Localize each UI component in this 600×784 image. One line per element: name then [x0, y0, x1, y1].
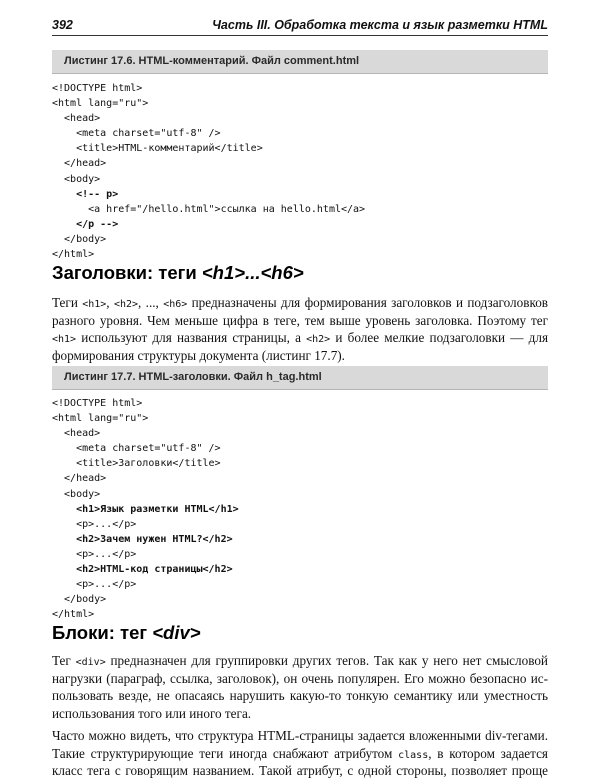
section-heading-blocks — [52, 622, 201, 644]
code-line-highlighted: <h2>Зачем нужен HTML?</h2> — [52, 533, 233, 545]
text-line — [52, 294, 548, 312]
heading-tags: <h1>...<h6> — [201, 262, 304, 283]
inline-code: <h6> — [163, 299, 188, 310]
text: используют для названия страницы, а — [76, 330, 307, 345]
listing-caption-17-7: Листинг 17.7. HTML-заголовки. Файл h_tag.html — [52, 366, 548, 390]
code-line: <head> — [52, 428, 101, 440]
code-line-highlighted: </p --> — [52, 218, 119, 230]
code-line: <!DOCTYPE html> — [52, 398, 143, 409]
text-line — [52, 745, 548, 763]
inline-code: <h2> — [306, 334, 331, 345]
text: , в котором задается — [428, 745, 549, 761]
code-line: <a href="/hello.html">ссылка на hello.html</a> — [52, 203, 366, 215]
code-line: <title>HTML-комментарий</title> — [52, 143, 263, 155]
code-line: </html> — [52, 249, 95, 261]
page-number: 392 — [52, 18, 73, 32]
paragraph-div-intro — [52, 652, 548, 722]
code-line: <title>Заголовки</title> — [52, 458, 221, 470]
text: Теги — [52, 295, 83, 310]
inline-code: <h1> — [52, 334, 77, 345]
code-listing-17-7 — [52, 396, 239, 622]
code-line-highlighted: <!-- p> — [52, 188, 119, 200]
code-line: </head> — [52, 158, 107, 170]
code-line-highlighted: <h1>Язык разметки HTML</h1> — [52, 503, 239, 515]
text: , ..., — [138, 295, 164, 310]
code-listing-17-6 — [52, 81, 365, 262]
code-line: <body> — [52, 488, 101, 500]
part-title: Часть III. Обработка текста и язык разметки HTML — [212, 18, 548, 32]
listing-caption-17-6: Листинг 17.6. HTML-комментарий. Файл comment.html — [52, 50, 548, 74]
inline-code: <h2> — [113, 299, 139, 310]
text: , — [106, 295, 114, 310]
text-line: нагрузки (параграф, ссылка, заголовок), он очень популярен. Его можно безопасно ис- — [52, 670, 548, 686]
code-line: <p>...</p> — [52, 548, 137, 560]
paragraph-headings — [52, 294, 548, 364]
text-line: пользовать везде, не опасаясь нарушить какую-то тонкую семантику или уместность — [52, 688, 548, 703]
code-line: <html lang="ru"> — [52, 413, 149, 425]
code-line: </body> — [52, 233, 107, 245]
code-line: <p>...</p> — [52, 579, 137, 591]
code-line-highlighted: <h2>HTML-код страницы</h2> — [52, 564, 233, 576]
text: предназначены для формирования заголовков и подзаголовков — [187, 295, 549, 310]
code-line: <body> — [52, 173, 101, 185]
inline-code: <h1> — [82, 299, 107, 310]
inline-code: <div> — [75, 657, 106, 668]
text-line: Часто можно видеть, что структура HTML-страницы задается вложенными div-тегами. — [52, 728, 548, 743]
heading-tags: <div> — [152, 622, 201, 643]
code-line: <p>...</p> — [52, 518, 137, 530]
text-line — [52, 329, 548, 347]
code-line: <meta charset="utf-8" /> — [52, 443, 221, 455]
heading-text: Заголовки: теги — [52, 262, 202, 283]
code-line: </head> — [52, 473, 107, 485]
text-line: разного уровня. Чем меньше цифра в теге, тем выше уровень заголовка. Поэтому тег — [52, 312, 548, 328]
text: Тег — [52, 653, 76, 668]
text: предназначен для группировки других тегов. Так как у него нет смысловой — [105, 653, 548, 668]
section-heading-headings — [52, 262, 304, 284]
text-line: использования того или иного тега. — [52, 705, 252, 721]
text: и более мелкие подзаголовки — для — [330, 330, 549, 345]
code-line: </html> — [52, 609, 95, 621]
inline-code: class — [398, 749, 429, 761]
code-line: <head> — [52, 113, 101, 125]
code-line: </body> — [52, 594, 107, 606]
heading-text: Блоки: тег — [52, 622, 153, 643]
paragraph-div-structure — [52, 727, 548, 780]
text: Такие структурирующие теги иногда снабжают атрибутом — [52, 745, 399, 761]
text-line: формирования структуры документа (листинг 17.7). — [52, 347, 345, 363]
code-line: <meta charset="utf-8" /> — [52, 128, 221, 140]
text-line — [52, 652, 548, 670]
text-line: класс тега с говорящим названием. Такой атрибут, с одной стороны, позволяет проще — [52, 763, 548, 778]
code-line: <html lang="ru"> — [52, 98, 149, 110]
running-header — [52, 18, 548, 36]
code-line: <!DOCTYPE html> — [52, 83, 143, 94]
